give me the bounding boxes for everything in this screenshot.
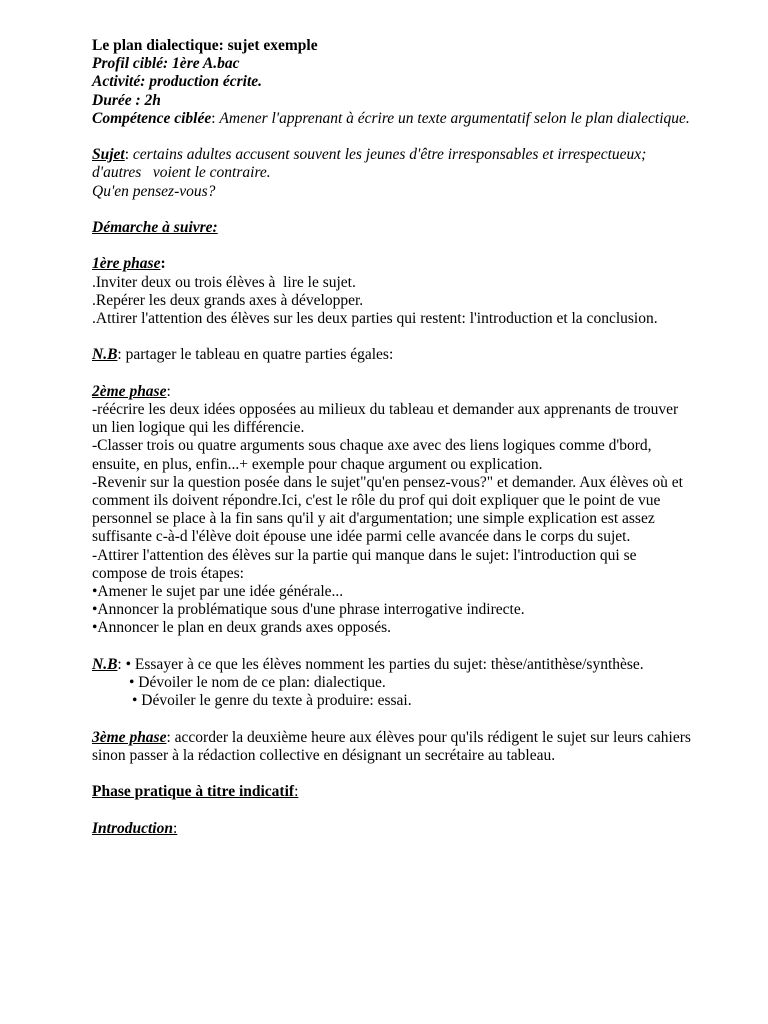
nb2-item: • Dévoiler le nom de ce plan: dialectique. [129,674,386,692]
spacer [92,128,692,146]
phase1-line: .Inviter deux ou trois élèves à lire le sujet. [92,273,356,291]
spacer [92,710,692,728]
phase1-heading [92,255,692,273]
phase3-label: 3ème phase [92,728,167,746]
phase2-sep: : [166,382,171,400]
pratique-heading [92,783,692,801]
spacer [92,201,692,219]
nb1-paragraph [92,346,692,364]
phase1-line: .Attirer l'attention des élèves sur les deux parties qui restent: l'introduction et la conclusion. [92,310,658,327]
sujet-question: Qu'en pensez-vous? [92,182,216,200]
spacer [92,328,692,346]
phase2-line: -Revenir sur la question posée dans le sujet"qu'en pensez-vous?" et demander. Aux élèves où et comment ils doivent répondre.Ici, c'est le rôle du prof qui doit expliquer que le point de vue personnel se place à la fin sans qu'il y ait d'argumentation; une simple explication est assez suffisante c-à-d l'élève doit épouse une idée parmi celle avancée dans le corps du sujet. [92,473,687,546]
sujet-sep: : [124,146,133,164]
introduction-sep: : [172,819,178,837]
phase2-line: -réécrire les deux idées opposées au milieux du tableau et demander aux apprenants de trouver un lien logique qui les différencie. [92,400,683,437]
activite-line: Activité: production écrite. [92,73,263,91]
phase2-line: -Classer trois ou quatre arguments sous chaque axe avec des liens logiques comme d'bord, ensuite, en plus, enfin...+ exemple pour chaque argument ou explication. [92,437,656,473]
phase2-heading [92,383,692,401]
pratique-sep: : [294,783,299,801]
sujet-paragraph [92,146,692,182]
document-page [92,37,695,838]
document-title: Le plan dialectique: sujet exemple [92,37,318,54]
introduction-heading [92,820,692,838]
nb1-text: : partager le tableau en quatre parties égales: [117,346,394,364]
phase3-paragraph [92,728,695,765]
phase2-line: -Attirer l'attention des élèves sur la partie qui manque dans le sujet: l'introduction qui se compose de trois étapes: [92,546,641,582]
phase2-bullet: •Annoncer le plan en deux grands axes opposés. [92,619,391,637]
phase3-text: : accorder la deuxième heure aux élèves pour qu'ils rédigent le sujet sur leurs cahiers sinon passer à la rédaction collective en désignant un secrétaire au tableau. [92,728,695,764]
competence-paragraph [92,110,692,128]
sujet-text: certains adultes accusent souvent les jeunes d'être irresponsables et irrespectueux; d'autres voient le contraire. [92,146,651,182]
pratique-label: Phase pratique à titre indicatif [92,783,295,801]
duree-line: Durée : 2h [92,91,161,109]
phase2-bullet: •Annoncer la problématique sous d'une phrase interrogative indirecte. [92,601,525,619]
nb2-item: • Dévoiler le genre du texte à produire: essai. [132,692,412,710]
competence-label: Compétence ciblée [92,109,212,127]
phase1-line: .Repérer les deux grands axes à développer. [92,291,364,309]
spacer [92,237,692,255]
competence-text: Amener l'apprenant à écrire un texte argumentatif selon le plan dialectique. [219,109,690,127]
nb2-text: : • Essayer à ce que les élèves nomment les parties du sujet: thèse/antithèse/synthèse. [117,655,644,673]
spacer [92,638,692,656]
spacer [92,365,692,383]
sujet-label: Sujet [92,146,125,164]
nb2-label: N.B [92,655,118,673]
phase2-bullet: •Amener le sujet par une idée générale... [92,583,344,601]
phase1-label: 1ère phase [92,255,161,273]
competence-sep: : [211,109,220,127]
spacer [92,801,692,819]
nb2-paragraph [92,656,692,674]
nb1-label: N.B [92,346,118,364]
demarche-heading: Démarche à suivre: [92,219,218,236]
spacer [92,765,692,783]
phase2-label: 2ème phase [92,382,167,400]
phase1-sep: : [160,255,166,273]
introduction-label: Introduction [92,819,173,837]
profil-line: Profil ciblé: 1ère A.bac [92,55,240,73]
